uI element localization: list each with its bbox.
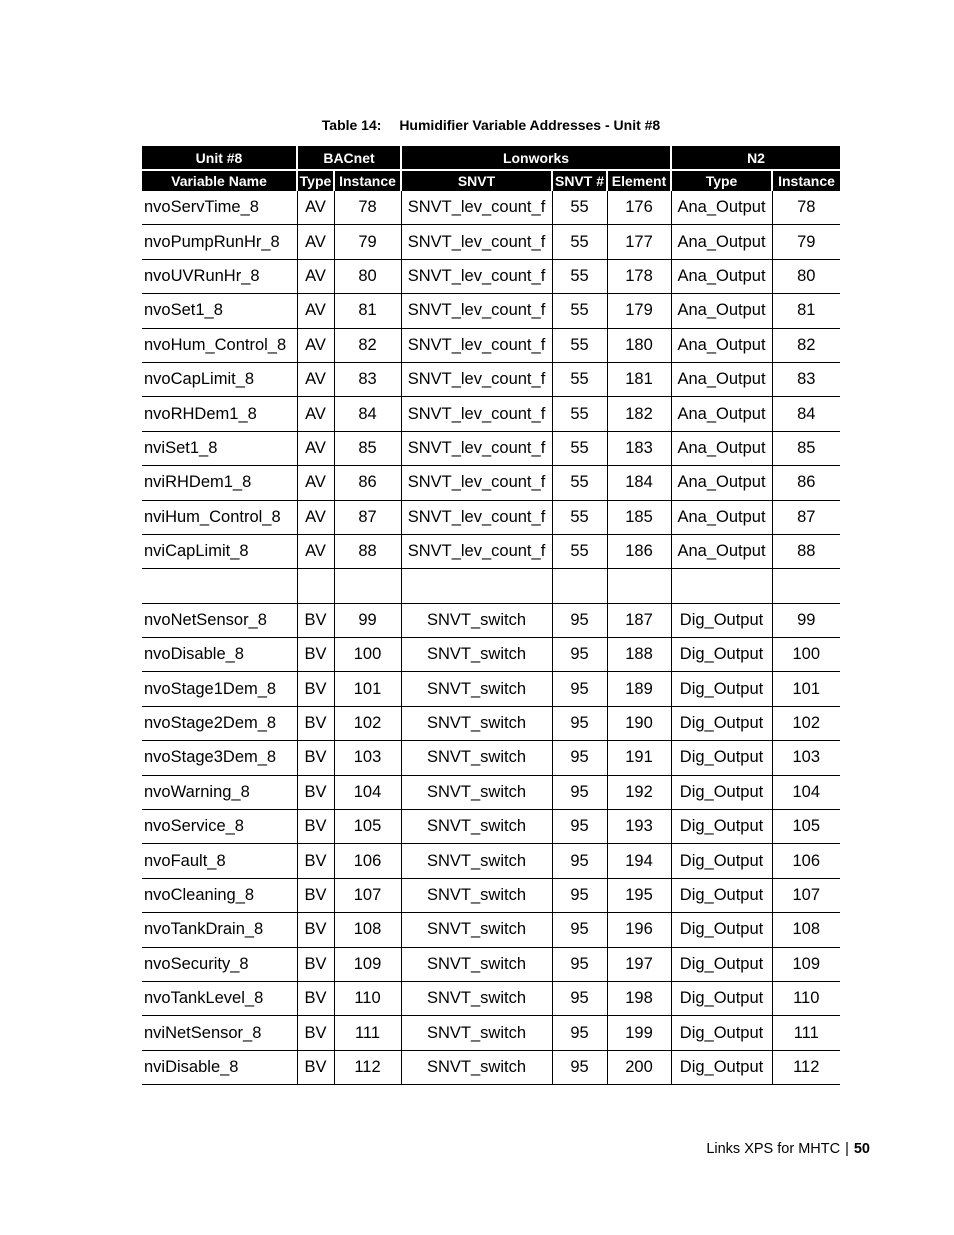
table-cell: AV <box>297 259 334 293</box>
table-cell: SNVT_lev_count_f <box>401 500 552 534</box>
table-cell: AV <box>297 466 334 500</box>
table-cell: 83 <box>334 362 401 396</box>
table-cell: 95 <box>552 810 607 844</box>
table-cell: AV <box>297 328 334 362</box>
table-cell: 55 <box>552 397 607 431</box>
table-row <box>142 775 840 809</box>
table-cell: nviDisable_8 <box>142 1050 297 1084</box>
table-cell: Dig_Output <box>671 981 772 1015</box>
table-cell: 88 <box>334 534 401 568</box>
footer-separator: | <box>845 1141 849 1157</box>
table-cell: nvoServTime_8 <box>142 191 297 225</box>
table-cell: BV <box>297 638 334 672</box>
table-row <box>142 638 840 672</box>
column-header-3: SNVT <box>401 170 552 191</box>
column-header-5: Element <box>607 170 671 191</box>
table-cell: nvoStage2Dem_8 <box>142 706 297 740</box>
table-cell: nvoSet1_8 <box>142 294 297 328</box>
table-cell: Ana_Output <box>671 431 772 465</box>
table-cell: 85 <box>772 431 840 465</box>
table-caption <box>142 117 840 133</box>
table-cell: 112 <box>772 1050 840 1084</box>
table-cell: 112 <box>334 1050 401 1084</box>
table-cell: 87 <box>772 500 840 534</box>
table-cell: 191 <box>607 741 671 775</box>
table-cell: 79 <box>334 225 401 259</box>
table-cell: BV <box>297 981 334 1015</box>
table-cell: AV <box>297 225 334 259</box>
table-cell: 95 <box>552 1050 607 1084</box>
table-cell: SNVT_lev_count_f <box>401 225 552 259</box>
table-cell: SNVT_switch <box>401 981 552 1015</box>
table-cell: SNVT_switch <box>401 844 552 878</box>
table-cell: 181 <box>607 362 671 396</box>
table-cell: BV <box>297 878 334 912</box>
table-cell: Ana_Output <box>671 259 772 293</box>
table-cell: 190 <box>607 706 671 740</box>
table-cell: nvoTankDrain_8 <box>142 913 297 947</box>
table-cell: 95 <box>552 741 607 775</box>
table-cell: BV <box>297 706 334 740</box>
table-cell: SNVT_lev_count_f <box>401 362 552 396</box>
table-cell: 95 <box>552 775 607 809</box>
table-cell: 95 <box>552 638 607 672</box>
table-cell: 87 <box>334 500 401 534</box>
table-cell: 197 <box>607 947 671 981</box>
table-number: Table 14: <box>321 117 382 133</box>
table-cell: AV <box>297 362 334 396</box>
table-cell: 101 <box>334 672 401 706</box>
table-cell: nvoStage1Dem_8 <box>142 672 297 706</box>
table-row <box>142 328 840 362</box>
table-body <box>142 191 840 1085</box>
table-cell: Dig_Output <box>671 810 772 844</box>
table-cell: 195 <box>607 878 671 912</box>
table-cell: 111 <box>772 1016 840 1050</box>
table-cell: 95 <box>552 672 607 706</box>
table-cell: BV <box>297 947 334 981</box>
table-cell: 110 <box>772 981 840 1015</box>
table-cell: nvoStage3Dem_8 <box>142 741 297 775</box>
table-cell: 95 <box>552 981 607 1015</box>
table-cell: Ana_Output <box>671 225 772 259</box>
table-cell: SNVT_lev_count_f <box>401 431 552 465</box>
table-cell: 194 <box>607 844 671 878</box>
table-cell: 177 <box>607 225 671 259</box>
table-cell: SNVT_switch <box>401 1050 552 1084</box>
table-cell: 55 <box>552 328 607 362</box>
table-cell <box>297 569 334 603</box>
table-cell: 106 <box>772 844 840 878</box>
table-cell: 95 <box>552 913 607 947</box>
table-cell: Ana_Output <box>671 328 772 362</box>
table-cell: 84 <box>334 397 401 431</box>
table-cell: 55 <box>552 500 607 534</box>
table-cell: 108 <box>772 913 840 947</box>
table-row <box>142 878 840 912</box>
table-row <box>142 500 840 534</box>
table-cell: Dig_Output <box>671 1050 772 1084</box>
table-cell: Dig_Output <box>671 878 772 912</box>
table-cell: 110 <box>334 981 401 1015</box>
table-cell: SNVT_switch <box>401 603 552 637</box>
table-cell: SNVT_switch <box>401 913 552 947</box>
table-cell: 180 <box>607 328 671 362</box>
table-cell: Ana_Output <box>671 466 772 500</box>
table-cell <box>607 569 671 603</box>
table-row <box>142 672 840 706</box>
table-cell: 79 <box>772 225 840 259</box>
table-cell: Dig_Output <box>671 741 772 775</box>
table-cell: 80 <box>772 259 840 293</box>
table-cell: SNVT_switch <box>401 741 552 775</box>
table-cell: 107 <box>772 878 840 912</box>
table-cell: 81 <box>334 294 401 328</box>
table-row <box>142 362 840 396</box>
table-cell: Dig_Output <box>671 913 772 947</box>
page-footer <box>706 1141 870 1157</box>
table-cell: 78 <box>334 191 401 225</box>
table-cell: 78 <box>772 191 840 225</box>
table-cell: nvoDisable_8 <box>142 638 297 672</box>
table-title: Humidifier Variable Addresses - Unit #8 <box>399 117 661 133</box>
table-row <box>142 603 840 637</box>
table-cell: SNVT_lev_count_f <box>401 534 552 568</box>
table-row <box>142 741 840 775</box>
table-row <box>142 191 840 225</box>
table-cell: 111 <box>334 1016 401 1050</box>
table-cell: 95 <box>552 947 607 981</box>
table-cell <box>334 569 401 603</box>
table-cell: 188 <box>607 638 671 672</box>
table-cell: 101 <box>772 672 840 706</box>
table-cell: Ana_Output <box>671 294 772 328</box>
table-row <box>142 397 840 431</box>
table-cell: 184 <box>607 466 671 500</box>
table-cell: 55 <box>552 431 607 465</box>
column-header-6: Type <box>671 170 772 191</box>
table-cell: 179 <box>607 294 671 328</box>
table-cell: nvoWarning_8 <box>142 775 297 809</box>
table-cell: Dig_Output <box>671 706 772 740</box>
table-cell: 83 <box>772 362 840 396</box>
table-row <box>142 810 840 844</box>
table-cell: SNVT_switch <box>401 810 552 844</box>
table-cell: BV <box>297 1016 334 1050</box>
table-cell: Ana_Output <box>671 362 772 396</box>
table-cell: 102 <box>334 706 401 740</box>
table-cell: AV <box>297 294 334 328</box>
table-cell: nvoService_8 <box>142 810 297 844</box>
table-cell: 102 <box>772 706 840 740</box>
table-cell: SNVT_lev_count_f <box>401 191 552 225</box>
table-cell: 55 <box>552 362 607 396</box>
table-row <box>142 569 840 603</box>
table-cell: AV <box>297 397 334 431</box>
table-cell: 104 <box>334 775 401 809</box>
table-cell: SNVT_switch <box>401 947 552 981</box>
table-cell: 186 <box>607 534 671 568</box>
table-row <box>142 259 840 293</box>
table-cell: 103 <box>772 741 840 775</box>
table-cell <box>401 569 552 603</box>
table-cell: SNVT_switch <box>401 878 552 912</box>
table-cell: 176 <box>607 191 671 225</box>
table-cell: 182 <box>607 397 671 431</box>
table-cell: nviSet1_8 <box>142 431 297 465</box>
table-cell: 55 <box>552 191 607 225</box>
table-cell: 95 <box>552 706 607 740</box>
column-header-4: SNVT # <box>552 170 607 191</box>
table-cell: Dig_Output <box>671 638 772 672</box>
table-cell: nvoSecurity_8 <box>142 947 297 981</box>
table-row <box>142 1050 840 1084</box>
table-cell: 85 <box>334 431 401 465</box>
table-cell: SNVT_lev_count_f <box>401 328 552 362</box>
table-cell: SNVT_lev_count_f <box>401 259 552 293</box>
table-cell: 105 <box>772 810 840 844</box>
table-cell: 193 <box>607 810 671 844</box>
table-cell: 55 <box>552 294 607 328</box>
table-cell: 106 <box>334 844 401 878</box>
table-cell: 95 <box>552 603 607 637</box>
table-cell: 100 <box>334 638 401 672</box>
header-group-1: BACnet <box>297 146 401 170</box>
table-cell: 103 <box>334 741 401 775</box>
table-cell: nvoCleaning_8 <box>142 878 297 912</box>
table-cell: 200 <box>607 1050 671 1084</box>
table-cell: Dig_Output <box>671 603 772 637</box>
table-cell: 107 <box>334 878 401 912</box>
table-cell: 192 <box>607 775 671 809</box>
table-cell: 95 <box>552 1016 607 1050</box>
column-header-1: Type <box>297 170 334 191</box>
table-cell: 55 <box>552 466 607 500</box>
table-cell: nvoRHDem1_8 <box>142 397 297 431</box>
table-cell: SNVT_lev_count_f <box>401 466 552 500</box>
header-group-row <box>142 146 840 170</box>
table-cell: nvoPumpRunHr_8 <box>142 225 297 259</box>
table-row <box>142 1016 840 1050</box>
table-cell: Dig_Output <box>671 775 772 809</box>
table-cell: BV <box>297 603 334 637</box>
table-cell: BV <box>297 1050 334 1084</box>
table-cell: 82 <box>334 328 401 362</box>
column-header-0: Variable Name <box>142 170 297 191</box>
table-cell: 178 <box>607 259 671 293</box>
table-cell: 99 <box>772 603 840 637</box>
table-cell: BV <box>297 913 334 947</box>
table-row <box>142 947 840 981</box>
table-cell: 86 <box>334 466 401 500</box>
table-row <box>142 706 840 740</box>
table-cell: nvoCapLimit_8 <box>142 362 297 396</box>
table-cell: BV <box>297 810 334 844</box>
column-header-7: Instance <box>772 170 840 191</box>
table-cell: 86 <box>772 466 840 500</box>
table-row <box>142 431 840 465</box>
table-cell: 80 <box>334 259 401 293</box>
header-group-3: N2 <box>671 146 840 170</box>
table-row <box>142 294 840 328</box>
table-cell: nvoUVRunHr_8 <box>142 259 297 293</box>
table-cell: 100 <box>772 638 840 672</box>
table-cell: 84 <box>772 397 840 431</box>
table-cell: SNVT_switch <box>401 672 552 706</box>
table-cell: BV <box>297 741 334 775</box>
table-cell: 109 <box>772 947 840 981</box>
page-number: 50 <box>853 1141 870 1157</box>
table-cell: nvoFault_8 <box>142 844 297 878</box>
table-cell: 189 <box>607 672 671 706</box>
table-cell: nviCapLimit_8 <box>142 534 297 568</box>
table-cell: BV <box>297 775 334 809</box>
table-cell: Ana_Output <box>671 500 772 534</box>
table-cell: 185 <box>607 500 671 534</box>
table-cell: 105 <box>334 810 401 844</box>
table-cell: Ana_Output <box>671 534 772 568</box>
table-row <box>142 534 840 568</box>
table-cell: 183 <box>607 431 671 465</box>
table-cell: SNVT_switch <box>401 638 552 672</box>
table-cell: nviRHDem1_8 <box>142 466 297 500</box>
table-cell: AV <box>297 534 334 568</box>
table-cell: Dig_Output <box>671 1016 772 1050</box>
table-cell: 55 <box>552 534 607 568</box>
table-cell: Ana_Output <box>671 397 772 431</box>
table-cell: Ana_Output <box>671 191 772 225</box>
table-cell <box>671 569 772 603</box>
table-cell <box>552 569 607 603</box>
table-cell: Dig_Output <box>671 947 772 981</box>
table-cell: nviNetSensor_8 <box>142 1016 297 1050</box>
table-cell: 196 <box>607 913 671 947</box>
table-cell: nvoHum_Control_8 <box>142 328 297 362</box>
table-cell <box>142 569 297 603</box>
table-cell: SNVT_switch <box>401 1016 552 1050</box>
header-group-2: Lonworks <box>401 146 671 170</box>
table-cell: 88 <box>772 534 840 568</box>
table-cell: 81 <box>772 294 840 328</box>
table-cell: BV <box>297 672 334 706</box>
table-row <box>142 466 840 500</box>
table-cell <box>772 569 840 603</box>
table-cell: 187 <box>607 603 671 637</box>
table-cell: 198 <box>607 981 671 1015</box>
table-cell: 95 <box>552 844 607 878</box>
table-cell: AV <box>297 431 334 465</box>
table-cell: SNVT_switch <box>401 706 552 740</box>
table-cell: SNVT_lev_count_f <box>401 397 552 431</box>
table-cell: Dig_Output <box>671 844 772 878</box>
table-row <box>142 225 840 259</box>
table-row <box>142 981 840 1015</box>
table-cell: 108 <box>334 913 401 947</box>
table-cell: 55 <box>552 225 607 259</box>
table-row <box>142 913 840 947</box>
table-cell: SNVT_switch <box>401 775 552 809</box>
table-cell: nvoNetSensor_8 <box>142 603 297 637</box>
table-cell: SNVT_lev_count_f <box>401 294 552 328</box>
variable-address-table <box>142 146 840 1085</box>
table-cell: nvoTankLevel_8 <box>142 981 297 1015</box>
table-cell: 109 <box>334 947 401 981</box>
table-cell: 95 <box>552 878 607 912</box>
table-cell: 82 <box>772 328 840 362</box>
table-cell: AV <box>297 191 334 225</box>
table-cell: 55 <box>552 259 607 293</box>
table-cell: BV <box>297 844 334 878</box>
table-cell: 104 <box>772 775 840 809</box>
table-cell: 99 <box>334 603 401 637</box>
table-cell: nviHum_Control_8 <box>142 500 297 534</box>
footer-text: Links XPS for MHTC <box>706 1141 841 1157</box>
column-header-row <box>142 170 840 191</box>
column-header-2: Instance <box>334 170 401 191</box>
header-group-0: Unit #8 <box>142 146 297 170</box>
table-cell: AV <box>297 500 334 534</box>
table-cell: Dig_Output <box>671 672 772 706</box>
table-row <box>142 844 840 878</box>
table-cell: 199 <box>607 1016 671 1050</box>
